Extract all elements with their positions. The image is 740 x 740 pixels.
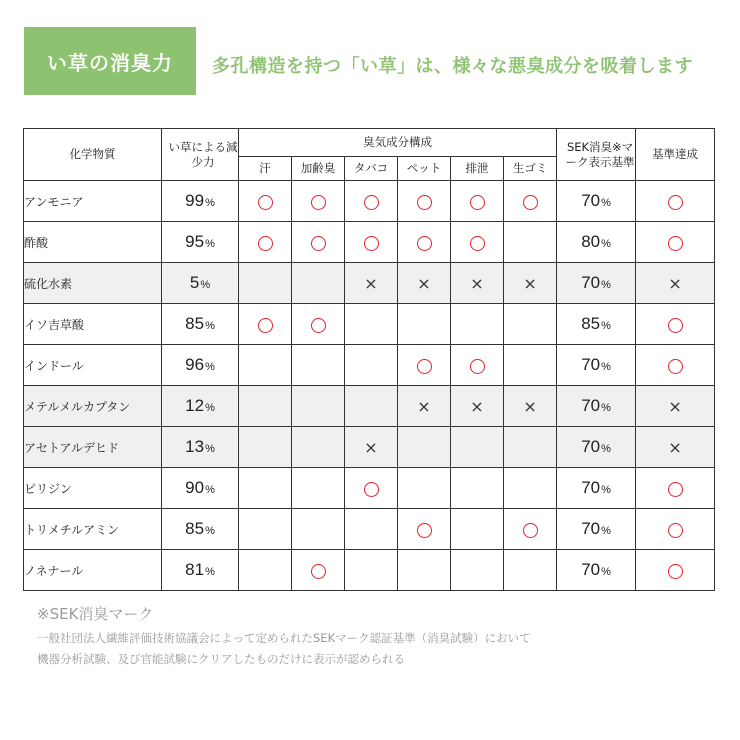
component-cell (345, 304, 398, 345)
component-cell (451, 222, 504, 263)
component-cell (345, 427, 398, 468)
component-cell (504, 345, 557, 386)
red-circle-icon (311, 195, 326, 210)
red-circle-icon (364, 482, 379, 497)
red-circle-icon (668, 359, 683, 374)
component-cell (292, 427, 345, 468)
substance-name: 硫化水素 (24, 263, 162, 304)
sek-unit: % (601, 566, 611, 578)
red-circle-icon (470, 359, 485, 374)
component-cell (239, 263, 292, 304)
sek-standard-value: 70% (557, 263, 636, 304)
component-cell (398, 263, 451, 304)
sek-unit: % (601, 484, 611, 496)
component-cell (504, 386, 557, 427)
table-row (24, 427, 715, 468)
sek-standard-value: 70% (557, 550, 636, 591)
component-cell (398, 222, 451, 263)
component-cell (451, 509, 504, 550)
substance-name: ノネナール (24, 550, 162, 591)
red-circle-icon (668, 564, 683, 579)
component-cell (504, 468, 557, 509)
achieved-cell (636, 304, 715, 345)
substance-name: イソ吉草酸 (24, 304, 162, 345)
red-circle-icon (523, 195, 538, 210)
substance-name: メテルメルカプタン (24, 386, 162, 427)
table-row (24, 509, 715, 550)
component-cell (451, 386, 504, 427)
table-row (24, 222, 715, 263)
component-cell (398, 181, 451, 222)
component-cell (345, 222, 398, 263)
sek-standard-value: 70% (557, 509, 636, 550)
deodorizing-table (23, 128, 715, 591)
reduction-number: 85 (185, 519, 205, 538)
red-circle-icon (258, 195, 273, 210)
reduction-unit: % (205, 361, 215, 373)
red-circle-icon (668, 523, 683, 538)
component-cell (239, 222, 292, 263)
cross-icon: × (668, 274, 682, 293)
header-col-garbage: 生ゴミ (504, 157, 557, 181)
achieved-cell (636, 386, 715, 427)
sek-unit: % (601, 197, 611, 209)
substance-name: アンモニア (24, 181, 162, 222)
red-circle-icon (364, 195, 379, 210)
achieved-cell (636, 509, 715, 550)
sek-unit: % (601, 279, 611, 291)
reduction-number: 81 (185, 560, 205, 579)
substance-name: インドール (24, 345, 162, 386)
header-col-tobacco: タバコ (345, 157, 398, 181)
badge-text: い草の消臭力 (47, 50, 173, 75)
substance-name: アセトアルデヒド (24, 427, 162, 468)
red-circle-icon (417, 236, 432, 251)
substance-name: トリメチルアミン (24, 509, 162, 550)
achieved-cell (636, 263, 715, 304)
component-cell (398, 427, 451, 468)
component-cell (239, 509, 292, 550)
component-cell (292, 550, 345, 591)
component-cell (292, 263, 345, 304)
reduction-value (162, 550, 239, 591)
reduction-number: 12 (185, 396, 205, 415)
cross-icon: × (364, 274, 378, 293)
component-cell (398, 468, 451, 509)
red-circle-icon (470, 236, 485, 251)
reduction-number: 99 (185, 191, 205, 210)
component-cell (292, 386, 345, 427)
component-cell (239, 304, 292, 345)
note-line-1: 一般社団法人繊維評価技術協議会によって定められたSEKマーク認証基準（消臭試験）において (37, 631, 531, 645)
component-cell (345, 468, 398, 509)
reduction-unit: % (205, 320, 215, 332)
component-cell (398, 550, 451, 591)
cross-icon: × (668, 438, 682, 457)
red-circle-icon (417, 359, 432, 374)
achieved-cell (636, 181, 715, 222)
component-cell (451, 304, 504, 345)
sek-unit: % (601, 361, 611, 373)
sek-unit: % (601, 402, 611, 414)
sek-standard-value: 85% (557, 304, 636, 345)
component-cell (292, 222, 345, 263)
component-cell (292, 468, 345, 509)
component-cell (239, 468, 292, 509)
header-reduction: い草による減少力 (162, 129, 239, 181)
red-circle-icon (417, 523, 432, 538)
sek-standard-value: 80% (557, 222, 636, 263)
component-cell (451, 427, 504, 468)
header-achieved: 基準達成 (636, 129, 715, 181)
table-row (24, 345, 715, 386)
substance-name: ピリジン (24, 468, 162, 509)
cross-icon: × (668, 397, 682, 416)
sek-standard-value: 70% (557, 181, 636, 222)
cross-icon: × (417, 274, 431, 293)
achieved-cell (636, 550, 715, 591)
note-title: ※SEK消臭マーク (37, 605, 154, 623)
reduction-unit: % (200, 279, 211, 291)
reduction-number: 95 (185, 232, 205, 251)
header-col-excretion: 排泄 (451, 157, 504, 181)
red-circle-icon (523, 523, 538, 538)
achieved-cell (636, 427, 715, 468)
component-cell (504, 181, 557, 222)
reduction-number: 13 (185, 437, 205, 456)
title-badge (24, 27, 196, 95)
reduction-number: 90 (185, 478, 205, 497)
component-cell (345, 263, 398, 304)
red-circle-icon (311, 318, 326, 333)
component-cell (239, 181, 292, 222)
component-cell (398, 386, 451, 427)
reduction-value (162, 222, 239, 263)
red-circle-icon (668, 236, 683, 251)
reduction-value (162, 181, 239, 222)
red-circle-icon (470, 195, 485, 210)
achieved-cell (636, 468, 715, 509)
header-substance: 化学物質 (24, 129, 162, 181)
component-cell (451, 468, 504, 509)
component-cell (398, 304, 451, 345)
component-cell (398, 345, 451, 386)
table-body (24, 181, 715, 591)
reduction-unit: % (205, 566, 215, 578)
cross-icon: × (364, 438, 378, 457)
table-row (24, 263, 715, 304)
sek-unit: % (601, 443, 611, 455)
header-components: 臭気成分構成 (239, 129, 557, 157)
table-row (24, 181, 715, 222)
component-cell (451, 181, 504, 222)
sek-standard-value: 70% (557, 386, 636, 427)
red-circle-icon (364, 236, 379, 251)
component-cell (292, 181, 345, 222)
subtitle: 多孔構造を持つ「い草」は、様々な悪臭成分を吸着します (212, 56, 693, 77)
component-cell (239, 550, 292, 591)
component-cell (504, 427, 557, 468)
component-cell (292, 509, 345, 550)
reduction-unit: % (205, 525, 215, 537)
red-circle-icon (417, 195, 432, 210)
cross-icon: × (470, 274, 484, 293)
sek-standard-value: 70% (557, 345, 636, 386)
reduction-value (162, 509, 239, 550)
component-cell (292, 304, 345, 345)
cross-icon: × (523, 274, 537, 293)
red-circle-icon (668, 318, 683, 333)
table-row (24, 386, 715, 427)
reduction-value (162, 263, 239, 304)
component-cell (345, 509, 398, 550)
component-cell (345, 345, 398, 386)
header-col-pet: ペット (398, 157, 451, 181)
component-cell (398, 509, 451, 550)
reduction-unit: % (205, 484, 215, 496)
cross-icon: × (417, 397, 431, 416)
achieved-cell (636, 222, 715, 263)
component-cell (239, 427, 292, 468)
component-cell (292, 345, 345, 386)
reduction-number: 85 (185, 314, 205, 333)
reduction-unit: % (205, 238, 215, 250)
component-cell (504, 509, 557, 550)
header-col-aging: 加齢臭 (292, 157, 345, 181)
sek-unit: % (601, 238, 611, 250)
reduction-value (162, 304, 239, 345)
red-circle-icon (311, 236, 326, 251)
reduction-number: 96 (185, 355, 205, 374)
table-row (24, 550, 715, 591)
red-circle-icon (668, 195, 683, 210)
component-cell (504, 304, 557, 345)
reduction-value (162, 427, 239, 468)
component-cell (345, 550, 398, 591)
cross-icon: × (523, 397, 537, 416)
header-sek: SEK消臭※マーク表示基準 (557, 129, 636, 181)
reduction-unit: % (205, 443, 215, 455)
sek-standard-value: 70% (557, 468, 636, 509)
table-row (24, 468, 715, 509)
component-cell (504, 550, 557, 591)
substance-name: 酢酸 (24, 222, 162, 263)
sek-unit: % (601, 525, 611, 537)
component-cell (345, 181, 398, 222)
note-line-2: 機器分析試験、及び官能試験にクリアしたものだけに表示が認められる (37, 652, 405, 666)
reduction-value (162, 468, 239, 509)
red-circle-icon (668, 482, 683, 497)
reduction-unit: % (205, 402, 215, 414)
sek-standard-value: 70% (557, 427, 636, 468)
component-cell (451, 550, 504, 591)
cross-icon: × (470, 397, 484, 416)
reduction-unit: % (205, 197, 215, 209)
component-cell (345, 386, 398, 427)
reduction-value (162, 386, 239, 427)
red-circle-icon (258, 236, 273, 251)
component-cell (504, 263, 557, 304)
component-cell (239, 345, 292, 386)
reduction-number: 5 (189, 273, 200, 292)
component-cell (504, 222, 557, 263)
component-cell (451, 263, 504, 304)
sek-unit: % (601, 320, 611, 332)
table-row (24, 304, 715, 345)
red-circle-icon (311, 564, 326, 579)
red-circle-icon (258, 318, 273, 333)
component-cell (239, 386, 292, 427)
header-col-sweat: 汗 (239, 157, 292, 181)
component-cell (451, 345, 504, 386)
reduction-value (162, 345, 239, 386)
achieved-cell (636, 345, 715, 386)
